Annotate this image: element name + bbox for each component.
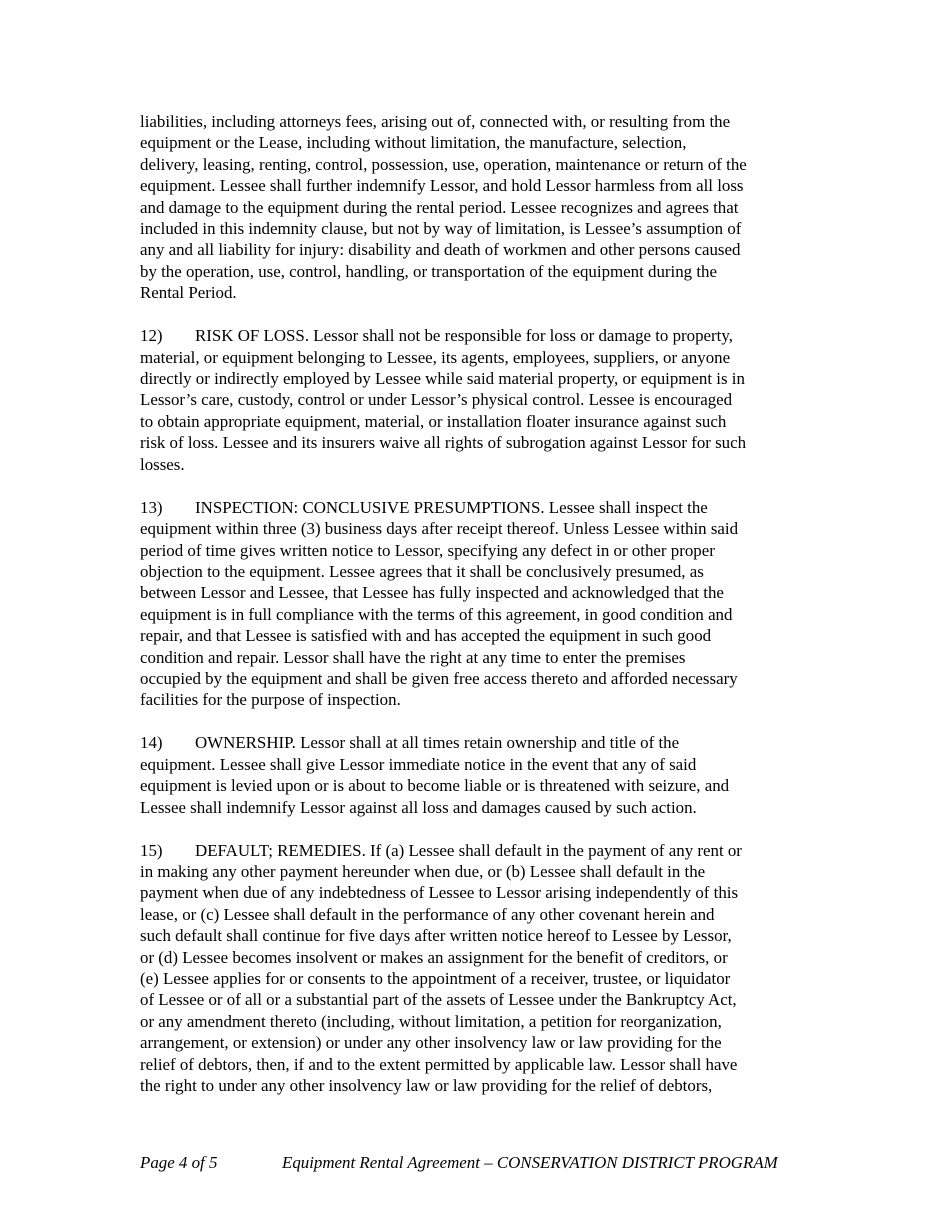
paragraph-line: facilities for the purpose of inspection. <box>140 690 401 710</box>
paragraph-line: equipment. Lessee shall give Lessor immediate notice in the event that any of said <box>140 754 697 774</box>
paragraph-line: Lessee shall indemnify Lessor against all loss and damages caused by such action. <box>140 797 697 817</box>
paragraph-line: Rental Period. <box>140 283 237 303</box>
footer-document-title: Equipment Rental Agreement – CONSERVATION DISTRICT PROGRAM <box>282 1153 778 1172</box>
paragraph-line: material, or equipment belonging to Lessee, its agents, employees, suppliers, or anyone <box>140 347 731 367</box>
paragraph-line: such default shall continue for five days after written notice hereof to Lessee by Lessor, <box>140 926 732 946</box>
paragraph-risk-of-loss <box>140 325 812 475</box>
paragraph-first-line <box>140 325 812 346</box>
paragraph-line: OWNERSHIP. Lessor shall at all times retain ownership and title of the <box>195 733 680 753</box>
document-body <box>140 111 812 1118</box>
paragraph-line: condition and repair. Lessor shall have the right at any time to enter the premises <box>140 647 686 667</box>
paragraph-line: relief of debtors, then, if and to the extent permitted by applicable law. Lessor shall have <box>140 1054 738 1074</box>
paragraph-line: arrangement, or extension) or under any other insolvency law or law providing for the <box>140 1033 722 1053</box>
paragraph-inspection <box>140 497 812 711</box>
paragraph-line: directly or indirectly employed by Lessee while said material property, or equipment is in <box>140 369 745 389</box>
paragraph-line: risk of loss. Lessee and its insurers waive all rights of subrogation against Lessor for such <box>140 433 747 453</box>
paragraph-line: and damage to the equipment during the rental period. Lessee recognizes and agrees that <box>140 197 739 217</box>
paragraph-line: INSPECTION: CONCLUSIVE PRESUMPTIONS. Lessee shall inspect the <box>195 497 708 517</box>
paragraph-default-remedies <box>140 840 812 1097</box>
paragraph-line: equipment is in full compliance with the terms of this agreement, in good condition and <box>140 604 733 624</box>
paragraph-number: 13) <box>140 497 163 517</box>
paragraph-line: RISK OF LOSS. Lessor shall not be responsible for loss or damage to property, <box>195 326 733 346</box>
paragraph-line: occupied by the equipment and shall be given free access thereto and afforded necessary <box>140 668 738 688</box>
footer-page-number: Page 4 of 5 <box>140 1153 218 1172</box>
paragraph-first-line <box>140 497 812 518</box>
paragraph-line: the right to under any other insolvency law or law providing for the relief of debtors, <box>140 1076 713 1096</box>
paragraph-number: 12) <box>140 326 163 346</box>
paragraph-line: between Lessor and Lessee, that Lessee has fully inspected and acknowledged that the <box>140 583 724 603</box>
paragraph-line: in making any other payment hereunder when due, or (b) Lessee shall default in the <box>140 861 706 881</box>
paragraph-line: by the operation, use, control, handling, or transportation of the equipment during the <box>140 261 717 281</box>
paragraph-ownership <box>140 732 812 818</box>
paragraph-line: liabilities, including attorneys fees, arising out of, connected with, or resulting from the <box>140 112 731 131</box>
paragraph-first-line <box>140 732 812 753</box>
paragraph-line: included in this indemnity clause, but not by way of limitation, is Lessee’s assumption of <box>140 219 742 239</box>
paragraph-line: (e) Lessee applies for or consents to the appointment of a receiver, trustee, or liquidator <box>140 969 731 988</box>
paragraph-line: or (d) Lessee becomes insolvent or makes an assignment for the benefit of creditors, or <box>140 947 728 967</box>
paragraph-line: to obtain appropriate equipment, material, or installation floater insurance against such <box>140 411 727 431</box>
paragraph-line: objection to the equipment. Lessee agrees that it shall be conclusively presumed, as <box>140 561 704 581</box>
paragraph-line: equipment or the Lease, including without limitation, the manufacture, selection, <box>140 133 687 153</box>
paragraph-line: equipment within three (3) business days after receipt thereof. Unless Lessee within said <box>140 519 739 539</box>
paragraph-line: of Lessee or of all or a substantial part of the assets of Lessee under the Bankruptcy Act, <box>140 990 737 1010</box>
paragraph-number: 15) <box>140 840 163 860</box>
paragraph-line: any and all liability for injury: disability and death of workmen and other persons caused <box>140 240 741 260</box>
paragraph-line: losses. <box>140 454 185 474</box>
paragraph-line: or any amendment thereto (including, without limitation, a petition for reorganization, <box>140 1011 722 1031</box>
paragraph-line: lease, or (c) Lessee shall default in the performance of any other covenant herein and <box>140 904 715 924</box>
paragraph-line: equipment is levied upon or is about to become liable or is threatened with seizure, and <box>140 776 730 796</box>
paragraph-line: delivery, leasing, renting, control, possession, use, operation, maintenance or return of the <box>140 154 747 174</box>
paragraph-line: Lessor’s care, custody, control or under Lessor’s physical control. Lessee is encouraged <box>140 390 733 410</box>
paragraph-first-line <box>140 840 812 861</box>
paragraph-line: payment when due of any indebtedness of Lessee to Lessor arising independently of this <box>140 883 739 903</box>
paragraph-line: equipment. Lessee shall further indemnify Lessor, and hold Lessor harmless from all loss <box>140 176 744 196</box>
paragraph-line: DEFAULT; REMEDIES. If (a) Lessee shall default in the payment of any rent or <box>195 840 742 860</box>
paragraph-number: 14) <box>140 733 163 753</box>
paragraph-line: repair, and that Lessee is satisfied with and has accepted the equipment in such good <box>140 626 712 646</box>
paragraph-continuation <box>140 111 812 304</box>
paragraph-line: period of time gives written notice to Lessor, specifying any defect in or other proper <box>140 540 715 560</box>
